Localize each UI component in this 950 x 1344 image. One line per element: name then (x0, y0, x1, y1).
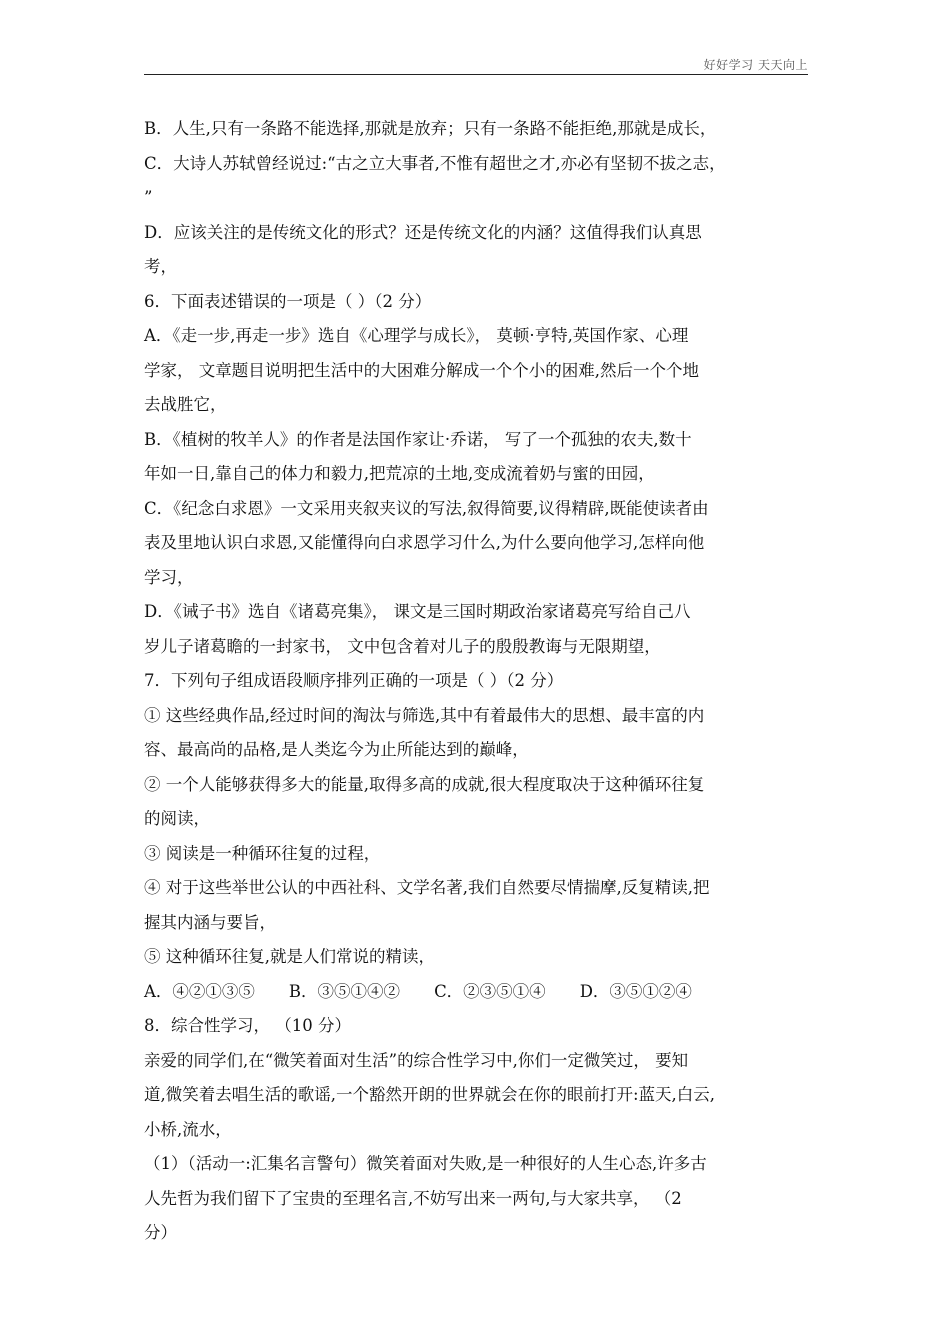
q7-sentence-4-line1: ④ 对于这些举世公认的中西社科、文学名著,我们自然要尽情揣摩,反复精读,把 (144, 878, 710, 897)
q5-option-d-cont: 考， (144, 257, 177, 276)
q7-options (144, 975, 808, 1010)
q7-option-a: A．④②①③⑤ (144, 981, 255, 1001)
q7-sentence-2-line1: ② 一个人能够获得多大的能量,取得多高的成就,很大程度取决于这种循环往复 (144, 774, 705, 794)
q8-sub1-line2: 人先哲为我们留下了宝贵的至理名言,不妨写出来一两句,与大家共享， （2 (144, 1188, 682, 1208)
q6-option-a-line2: 学家， 文章题目说明把生活中的大困难分解成一个个小的困难,然后一个个地 (144, 360, 699, 380)
q6-option-c-line2: 表及里地认识白求恩,又能懂得向白求恩学习什么,为什么要向他学习,怎样向他 (144, 533, 705, 552)
q8-sub1-line3: 分） (144, 1223, 177, 1242)
header-motto: 好好学习 天天向上 (703, 58, 808, 72)
q8-intro-line1: 亲爱的同学们,在“微笑着面对生活”的综合性学习中,你们一定微笑过， 要知 (144, 1050, 689, 1070)
q6-option-c-line1: C．《纪念白求恩》一文采用夹叙夹议的写法,叙得简要,议得精辟,既能使读者由 (144, 498, 709, 518)
q6-option-d-line2: 岁儿子诸葛瞻的一封家书， 文中包含着对儿子的殷殷教诲与无限期望， (144, 636, 661, 656)
q7-stem: 7．下列句子组成语段顺序排列正确的一项是（ ）（2 分） (144, 671, 564, 690)
q8-stem: 8．综合性学习， （10 分） (144, 1016, 351, 1035)
q5-option-b-line: B．人生,只有一条路不能选择,那就是放弃；只有一条路不能拒绝,那就是成长， (144, 119, 717, 138)
q7-sentence-3: ③ 阅读是一种循环往复的过程， (144, 843, 381, 863)
q7-sentence-1-line2: 容、最高尚的品格,是人类迄今为止所能达到的巅峰， (144, 740, 529, 759)
q7-option-d: D．③⑤①②④ (579, 981, 692, 1001)
q6-option-d-line1: D．《诫子书》选自《诸葛亮集》， 课文是三国时期政治家诸葛亮写给自己八 (144, 602, 691, 621)
q7-option-c: C．②③⑤①④ (434, 981, 546, 1001)
q8-intro-line2: 道,微笑着去唱生活的歌谣,一个豁然开朗的世界就会在你的眼前打开:蓝天,白云, (144, 1085, 716, 1104)
q6-option-c-line3: 学习， (144, 567, 194, 587)
document-body (144, 112, 808, 1251)
q5-option-d-line: D．应该关注的是传统文化的形式？还是传统文化的内涵？这值得我们认真思 (144, 222, 702, 242)
q8-sub1-line1: （1）（活动一:汇集名言警句）微笑着面对失败,是一种很好的人生心态,许多古 (144, 1154, 707, 1173)
q6-option-b-line1: B．《植树的牧羊人》的作者是法国作家让·乔诺， 写了一个孤独的农夫,数十 (144, 429, 692, 449)
q8-intro-line3: 小桥,流水， (144, 1119, 232, 1139)
q7-option-b: B．③⑤①④② (288, 981, 401, 1001)
q5-option-c-cont: ” (144, 188, 153, 207)
q6-option-a-line3: 去战胜它， (144, 395, 227, 414)
q7-sentence-1-line1: ① 这些经典作品,经过时间的淘汰与筛选,其中有着最伟大的思想、最丰富的内 (144, 705, 705, 725)
page-header (144, 56, 808, 75)
q6-option-a-line1: A．《走一步,再走一步》选自《心理学与成长》， 莫顿·亨特,英国作家、心理 (144, 326, 689, 345)
q7-sentence-4-line2: 握其内涵与要旨， (144, 912, 276, 932)
q6-stem: 6．下面表述错误的一项是（ ）（2 分） (144, 291, 432, 311)
q7-sentence-2-line2: 的阅读， (144, 809, 210, 828)
q6-option-b-line2: 年如一日,靠自己的体力和毅力,把荒凉的土地,变成流着奶与蜜的田园， (144, 464, 655, 483)
q5-option-c-line: C．大诗人苏轼曾经说过:“古之立大事者,不惟有超世之才,亦必有坚韧不拔之志， (144, 153, 726, 173)
q7-sentence-5: ⑤ 这种循环往复,就是人们常说的精读， (144, 947, 435, 966)
